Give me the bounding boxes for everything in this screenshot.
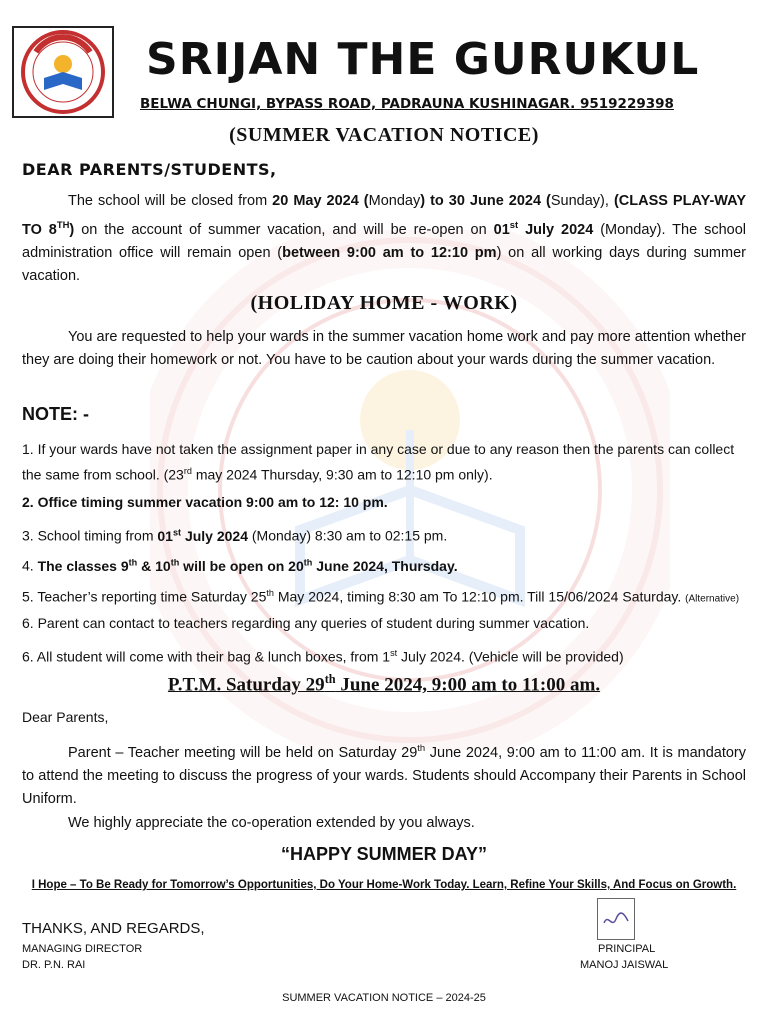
logo-emblem-icon <box>14 28 112 116</box>
note-item-1: 1. If your wards have not taken the assignment paper in any case or due to any reason then the parents can collect the same from school. (23rd may 2024 Thursday, 9:30 am to 12:10 pm only). <box>22 441 735 483</box>
homework-title: (HOLIDAY HOME - WORK) <box>250 292 518 314</box>
signature-icon <box>598 899 634 939</box>
notice-title: (SUMMER VACATION NOTICE) <box>229 124 539 146</box>
school-name: SRIJAN THE GURUKUL <box>146 34 700 85</box>
md-title: MANAGING DIRECTOR <box>22 943 143 955</box>
ptm-greeting: Dear Parents, <box>22 709 109 725</box>
ptm-heading: P.T.M. Saturday 29th June 2024, 9:00 am to 11:00 am. <box>167 672 601 696</box>
appreciation-line: We highly appreciate the co-operation extended by you always. <box>68 815 475 831</box>
homework-paragraph: You are requested to help your wards in the summer vacation home work and pay more attention whether they are doing their homework or not. You have to be caution about your wards during the summer vacation. <box>22 329 746 368</box>
happy-summer-day: “HAPPY SUMMER DAY” <box>280 844 488 864</box>
closing-motto: I Hope – To Be Ready for Tomorrow’s Opportunities, Do Your Home-Work Today. Learn, Refine Your Skills, And Focus on Growth. <box>31 879 737 891</box>
note-item-7: 6. All student will come with their bag & lunch boxes, from 1st July 2024. (Vehicle will be provided) <box>22 648 624 665</box>
note-item-4: 4. The classes 9th & 10th will be open on 20th June 2024, Thursday. <box>22 557 458 574</box>
note-item-2: 2. Office timing summer vacation 9:00 am to 12: 10 pm. <box>22 494 388 510</box>
principal-title: PRINCIPAL <box>598 943 656 955</box>
note-item-6: 6. Parent can contact to teachers regarding any queries of student during summer vacation. <box>22 615 590 631</box>
closure-paragraph: The school will be closed from 20 May 2024 (Monday) to 30 June 2024 (Sunday), (CLASS PLAY-WAY TO 8TH) on the account of summer vacation, and will be re-open on 01st July 2024 (Monday). The school administration office will remain open (between 9:00 am to 12:10 pm) on all working days during summer vacation. <box>22 193 746 284</box>
principal-signature-stamp <box>597 898 635 940</box>
school-logo <box>12 26 114 118</box>
note-heading: NOTE: - <box>22 404 89 424</box>
md-name: DR. P.N. RAI <box>22 959 86 971</box>
note-item-5: 5. Teacher’s reporting time Saturday 25th May 2024, timing 8:30 am To 12:10 pm. Till 15/06/2024 Saturday. (Alternative) <box>22 588 740 605</box>
school-address: BELWA CHUNGI, BYPASS ROAD, PADRAUNA KUSHINAGAR. 9519229398 <box>140 96 674 112</box>
note-item-3: 3. School timing from 01st July 2024 (Monday) 8:30 am to 02:15 pm. <box>22 527 448 544</box>
thanks-regards: THANKS, AND REGARDS, <box>22 920 205 937</box>
salutation: DEAR PARENTS/STUDENTS, <box>22 160 277 179</box>
ptm-paragraph: Parent – Teacher meeting will be held on Saturday 29th June 2024, 9:00 am to 11:00 am. It is mandatory to attend the meeting to discuss the progress of your wards. Students should Accompany their Parents in School Uniform. <box>22 742 747 807</box>
principal-name: MANOJ JAISWAL <box>580 959 669 971</box>
page-footer: SUMMER VACATION NOTICE – 2024-25 <box>282 992 486 1004</box>
